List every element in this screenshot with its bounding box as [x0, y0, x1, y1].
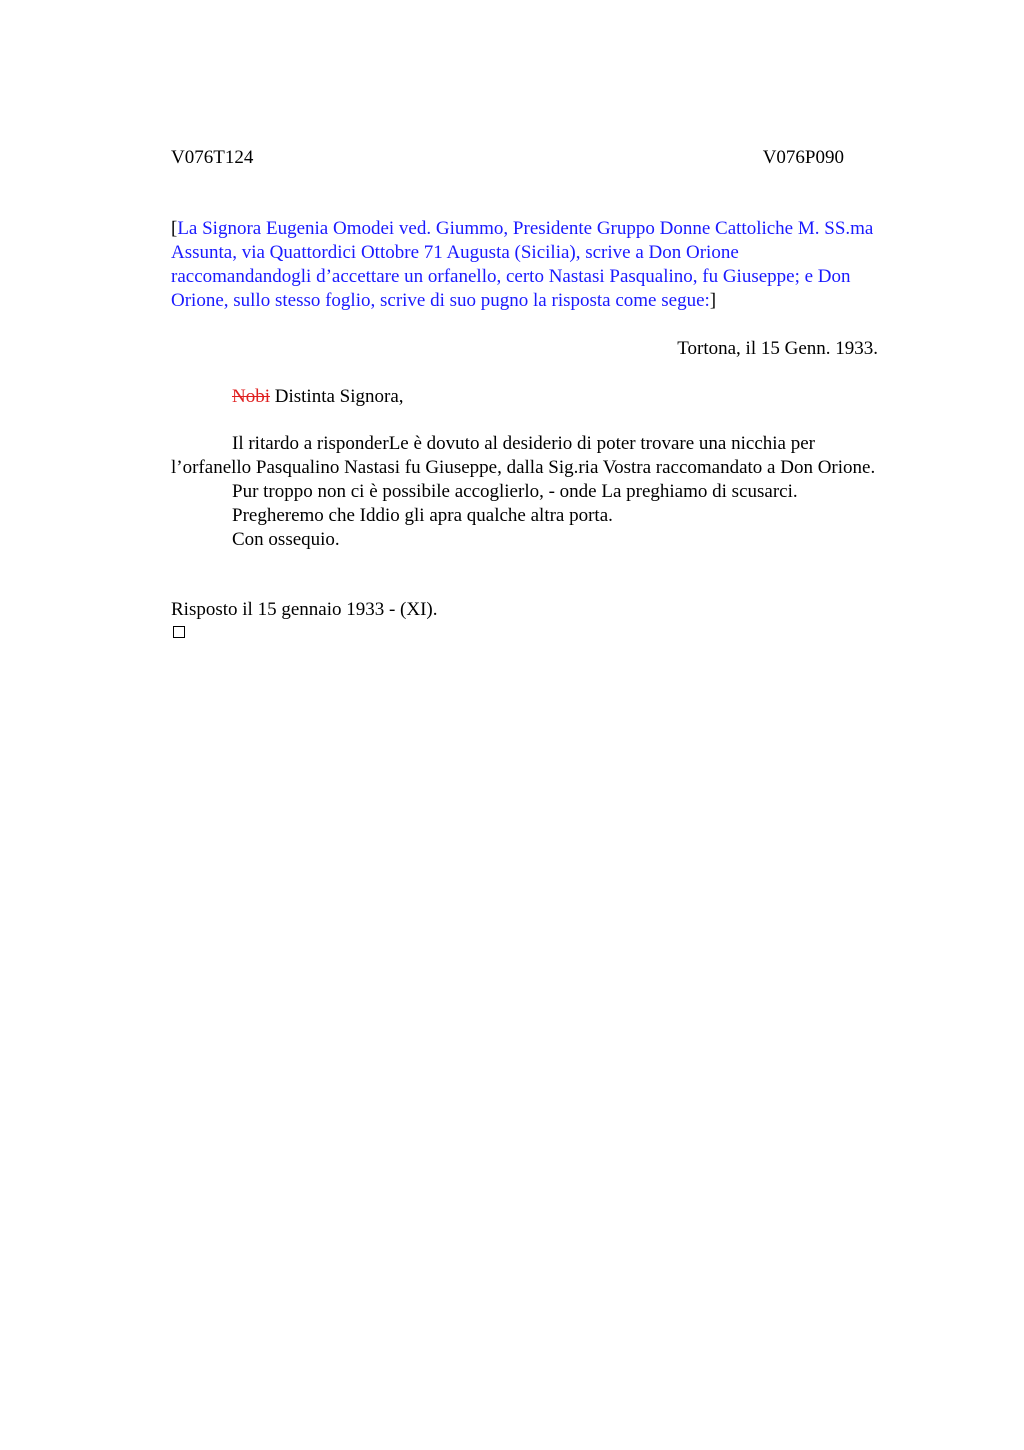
letter-dateline: Tortona, il 15 Genn. 1933.: [677, 338, 878, 359]
letter-body: [171, 432, 876, 552]
salutation-text: Distinta Signora,: [274, 386, 404, 407]
editor-note: [171, 217, 881, 313]
letter-paragraph: Pur troppo non ci è possibile accoglierlo, - onde La preghiamo di scusarci.: [232, 481, 798, 502]
reply-note: Risposto il 15 gennaio 1933 - (XI).: [171, 599, 438, 620]
letter-paragraph: Con ossequio.: [232, 529, 340, 550]
struck-word: Nobi: [232, 386, 270, 407]
letter-salutation: [232, 385, 404, 409]
editor-note-open-bracket: [: [171, 218, 178, 239]
document-page: [171, 0, 881, 1450]
document-code-right: V076P090: [762, 147, 844, 168]
editor-note-text: La Signora Eugenia Omodei ved. Giummo, Presidente Gruppo Donne Cattoliche M. SS.ma Assunta, via Quattordici Ottobre 71 Augusta (Sicilia), scrive a Don Orione raccomandandogli d’accettare un orfanello, certo Nastasi Pasqualino, fu Giuseppe; e Don Orione, sullo stesso foglio, scrive di suo pugno la risposta come segue:: [171, 218, 874, 311]
editor-note-close-bracket: ]: [709, 290, 717, 311]
header-codes: [171, 146, 844, 170]
document-code-left: V076T124: [171, 147, 254, 168]
letter-paragraph: Pregheremo che Iddio gli apra qualche altra porta.: [232, 505, 613, 526]
square-icon: [173, 626, 185, 638]
letter-paragraph: Il ritardo a risponderLe è dovuto al desiderio di poter trovare una nicchia per l’orfanello Pasqualino Nastasi fu Giuseppe, dalla Sig.ria Vostra raccomandato a Don Orione.: [171, 433, 876, 478]
